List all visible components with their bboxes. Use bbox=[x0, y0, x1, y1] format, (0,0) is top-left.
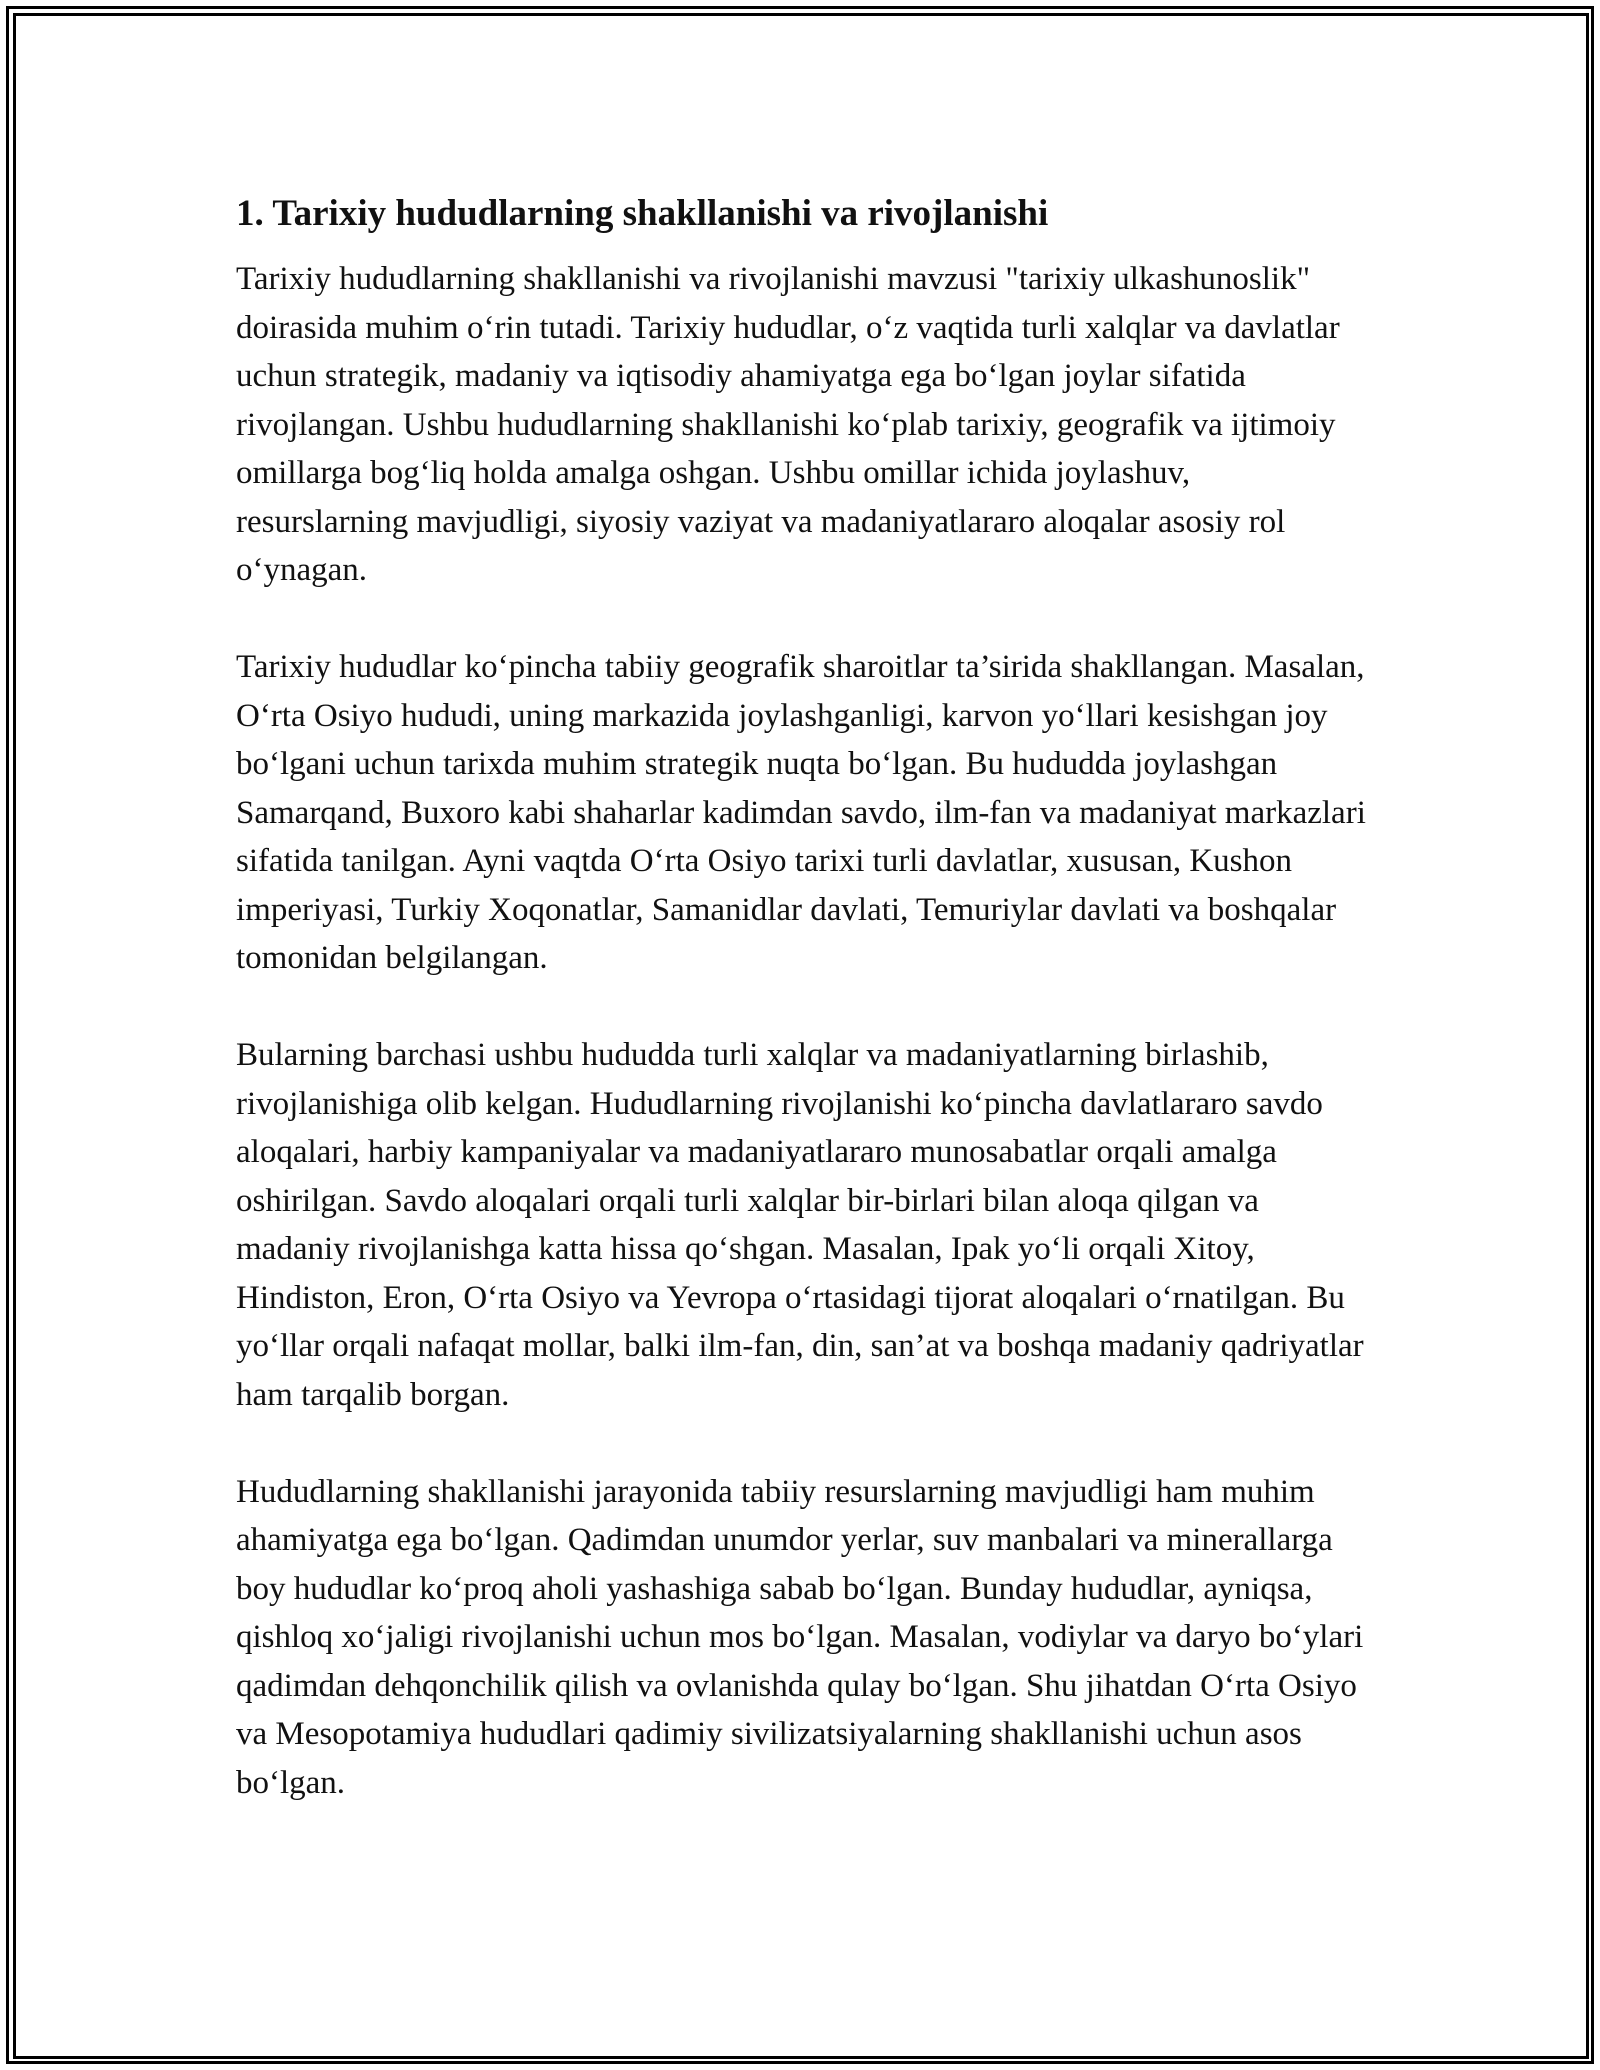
section-heading: 1. Tarixiy hududlarning shakllanishi va rivojlanishi bbox=[236, 193, 1049, 234]
document-body bbox=[236, 185, 1366, 1807]
paragraph-3: Bularning barchasi ushbu hududda turli xalqlar va madaniyatlarning birlashib, rivojlanishiga olib kelgan. Hududlarning rivojlanishi ko‘pincha davlatlararo savdo aloqalari, harbiy kampaniyalar va madaniyatlararo munosabatlar orqali amalga oshirilgan. Savdo aloqalari orqali turli xalqlar bir-birlari bilan aloqa qilgan va madaniy rivojlanishga katta hissa qo‘shgan. Masalan, Ipak yo‘li orqali Xitoy, Hindiston, Eron, O‘rta Osiyo va Yevropa o‘rtasidagi tijorat aloqalari o‘rnatilgan. Bu yo‘llar orqali nafaqat mollar, balki ilm-fan, din, san’at va boshqa madaniy qadriyatlar ham tarqalib borgan. bbox=[236, 1037, 1364, 1413]
paragraph-1: Tarixiy hududlarning shakllanishi va rivojlanishi mavzusi "tarixiy ulkashunoslik" doirasida muhim o‘rin tutadi. Tarixiy hududlar, o‘z vaqtida turli xalqlar va davlatlar uchun strategik, madaniy va iqtisodiy ahamiyatga ega bo‘lgan joylar sifatida rivojlangan. Ushbu hududlarning shakllanishi ko‘plab tarixiy, geografik va ijtimoiy omillarga bog‘liq holda amalga oshgan. Ushbu omillar ichida joylashuv, resurslarning mavjudligi, siyosiy vaziyat va madaniyatlararo aloqalar asosiy rol o‘ynagan. bbox=[236, 261, 1340, 588]
paragraph-4: Hududlarning shakllanishi jarayonida tabiiy resurslarning mavjudligi ham muhim ahamiyatga ega bo‘lgan. Qadimdan unumdor yerlar, suv manbalari va minerallarga boy hududlar ko‘proq aholi yashashiga sabab bo‘lgan. Bunday hududlar, ayniqsa, qishloq xo‘jaligi rivojlanishi uchun mos bo‘lgan. Masalan, vodiylar va daryo bo‘ylari qadimdan dehqonchilik qilish va ovlanishda qulay bo‘lgan. Shu jihatdan O‘rta Osiyo va Mesopotamiya hududlari qadimiy sivilizatsiyalarning shakllanishi uchun asos bo‘lgan. bbox=[236, 1473, 1364, 1801]
paragraph-2: Tarixiy hududlar ko‘pincha tabiiy geografik sharoitlar ta’sirida shakllangan. Masalan, O‘rta Osiyo hududi, uning markazida joylashganligi, karvon yo‘llari kesishgan joy bo‘lgani uchun tarixda muhim strategik nuqta bo‘lgan. Bu hududda joylashgan Samarqand, Buxoro kabi shaharlar kadimdan savdo, ilm-fan va madaniyat markazlari sifatida tanilgan. Ayni vaqtda O‘rta Osiyo tarixi turli davlatlar, xususan, Kushon imperiyasi, Turkiy Xoqonatlar, Samanidlar davlati, Temuriylar davlati va boshqalar tomonidan belgilangan. bbox=[236, 649, 1366, 976]
